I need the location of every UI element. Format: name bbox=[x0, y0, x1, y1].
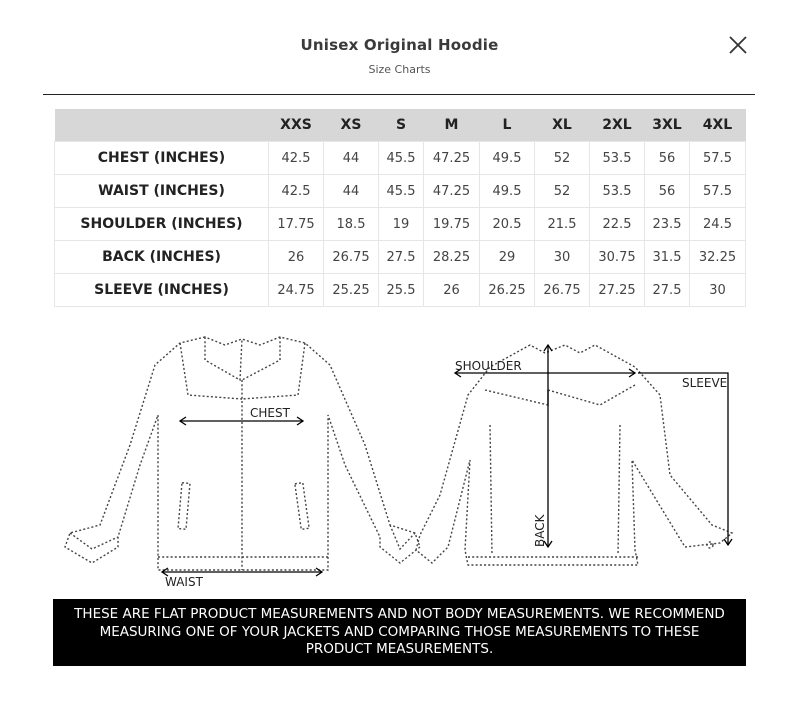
table-cell: 21.5 bbox=[535, 208, 590, 241]
sleeve-label: SLEEVE bbox=[682, 376, 728, 390]
table-cell: 26 bbox=[269, 241, 324, 274]
table-cell: 49.5 bbox=[480, 175, 535, 208]
table-row bbox=[55, 274, 746, 307]
table-cell: 22.5 bbox=[590, 208, 645, 241]
table-header-cell: S bbox=[379, 109, 424, 142]
table-cell: 17.75 bbox=[269, 208, 324, 241]
back-label: BACK bbox=[533, 514, 547, 547]
jacket-measurement-diagram bbox=[60, 325, 740, 595]
row-label: BACK (INCHES) bbox=[55, 241, 269, 274]
table-cell: 26.25 bbox=[480, 274, 535, 307]
header-divider bbox=[43, 94, 755, 95]
table-cell: 45.5 bbox=[379, 142, 424, 175]
table-cell: 32.25 bbox=[690, 241, 746, 274]
table-cell: 30 bbox=[535, 241, 590, 274]
modal-header bbox=[0, 0, 799, 96]
table-cell: 53.5 bbox=[590, 142, 645, 175]
table-cell: 42.5 bbox=[269, 142, 324, 175]
table-cell: 24.5 bbox=[690, 208, 746, 241]
table-cell: 57.5 bbox=[690, 175, 746, 208]
table-cell: 44 bbox=[324, 142, 379, 175]
table-header-cell: 4XL bbox=[690, 109, 746, 142]
close-icon[interactable] bbox=[725, 32, 751, 58]
table-row bbox=[55, 142, 746, 175]
table-header-cell: 3XL bbox=[645, 109, 690, 142]
table-cell: 52 bbox=[535, 175, 590, 208]
table-header-cell: XL bbox=[535, 109, 590, 142]
modal-title: Unisex Original Hoodie bbox=[300, 36, 499, 54]
table-cell: 19 bbox=[379, 208, 424, 241]
measurement-notice-banner: THESE ARE FLAT PRODUCT MEASUREMENTS AND NOT BODY MEASUREMENTS. WE RECOMMEND MEASURING ONE OF YOUR JACKETS AND COMPARING THOSE MEASUREMENTS TO THESE PRODUCT MEASUREMENTS. bbox=[53, 599, 746, 666]
table-cell: 25.5 bbox=[379, 274, 424, 307]
table-header-cell: XXS bbox=[269, 109, 324, 142]
row-label: WAIST (INCHES) bbox=[55, 175, 269, 208]
table-cell: 56 bbox=[645, 175, 690, 208]
table-cell: 27.5 bbox=[645, 274, 690, 307]
table-cell: 20.5 bbox=[480, 208, 535, 241]
table-cell: 26.75 bbox=[535, 274, 590, 307]
table-cell: 26 bbox=[424, 274, 480, 307]
table-header-corner bbox=[55, 109, 269, 142]
table-cell: 31.5 bbox=[645, 241, 690, 274]
table-cell: 42.5 bbox=[269, 175, 324, 208]
table-cell: 23.5 bbox=[645, 208, 690, 241]
table-cell: 49.5 bbox=[480, 142, 535, 175]
table-header-cell: 2XL bbox=[590, 109, 645, 142]
table-row bbox=[55, 241, 746, 274]
table-cell: 53.5 bbox=[590, 175, 645, 208]
row-label: CHEST (INCHES) bbox=[55, 142, 269, 175]
table-cell: 30.75 bbox=[590, 241, 645, 274]
table-cell: 47.25 bbox=[424, 142, 480, 175]
table-cell: 27.5 bbox=[379, 241, 424, 274]
table-cell: 56 bbox=[645, 142, 690, 175]
table-header-cell: L bbox=[480, 109, 535, 142]
table-cell: 26.75 bbox=[324, 241, 379, 274]
table-cell: 25.25 bbox=[324, 274, 379, 307]
table-cell: 44 bbox=[324, 175, 379, 208]
table-cell: 18.5 bbox=[324, 208, 379, 241]
table-cell: 24.75 bbox=[269, 274, 324, 307]
table-row bbox=[55, 175, 746, 208]
chest-label: CHEST bbox=[250, 406, 290, 420]
modal-subtitle: Size Charts bbox=[368, 63, 431, 76]
row-label: SLEEVE (INCHES) bbox=[55, 274, 269, 307]
size-chart-table bbox=[54, 109, 746, 307]
table-cell: 30 bbox=[690, 274, 746, 307]
table-cell: 45.5 bbox=[379, 175, 424, 208]
table-cell: 27.25 bbox=[590, 274, 645, 307]
table-cell: 52 bbox=[535, 142, 590, 175]
table-row bbox=[55, 208, 746, 241]
table-cell: 47.25 bbox=[424, 175, 480, 208]
row-label: SHOULDER (INCHES) bbox=[55, 208, 269, 241]
table-cell: 57.5 bbox=[690, 142, 746, 175]
table-header-cell: M bbox=[424, 109, 480, 142]
table-cell: 29 bbox=[480, 241, 535, 274]
table-header-cell: XS bbox=[324, 109, 379, 142]
waist-label: WAIST bbox=[165, 575, 203, 589]
table-cell: 19.75 bbox=[424, 208, 480, 241]
shoulder-label: SHOULDER bbox=[455, 359, 522, 373]
table-cell: 28.25 bbox=[424, 241, 480, 274]
table-header-row bbox=[55, 109, 746, 142]
